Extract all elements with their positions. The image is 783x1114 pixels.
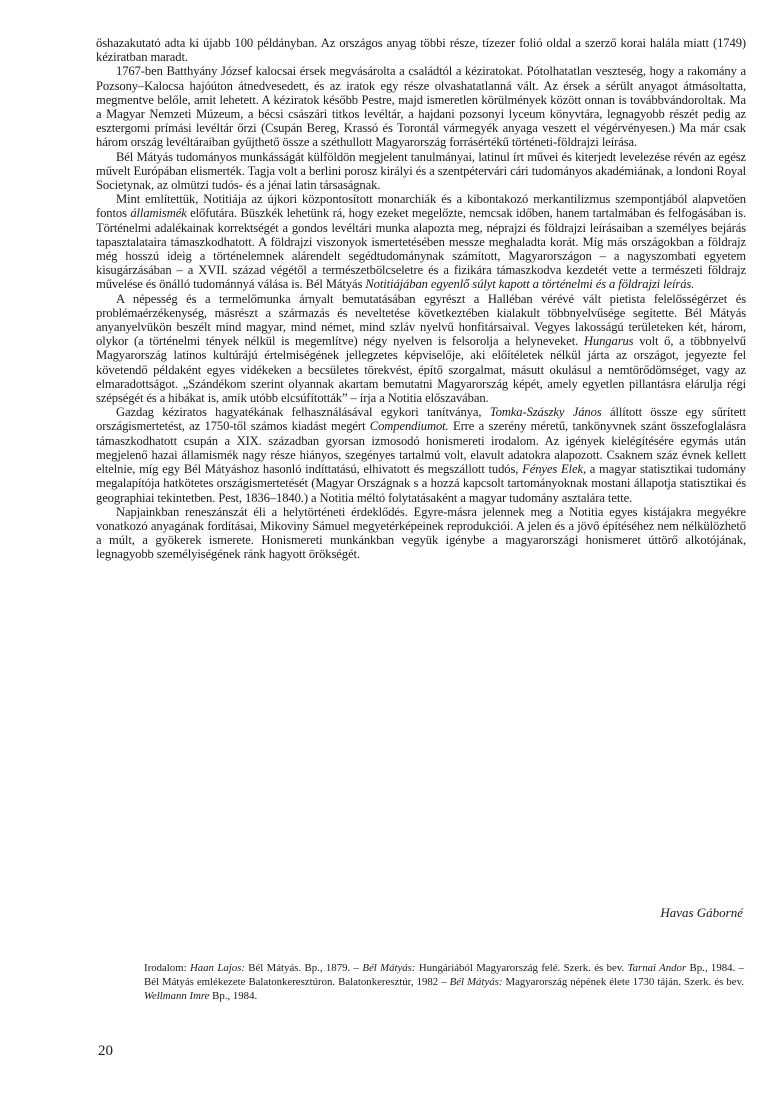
paragraph: Napjainkban reneszánszát éli a helytörténeti érdeklődés. Egyre-másra jelennek meg a Notitia egyes kistájakra megyékre vonatkozó anyagának fordításai, Mikoviny Sámuel megyetérképeinek reprodukciói. A jelen és a jövő építéséhez nem nélkülözhető a múlt, a gyökerek ismerete. Honismereti munkánkban vegyük igénybe a magyarországi honismeret úttörő alkotójának, legnagyobb személyiségének ránk hagyott örökségét.	[96, 504, 746, 562]
italic-text: államismék	[130, 206, 187, 221]
paragraph: Gazdag kéziratos hagyatékának felhasználásával egykori tanítványa, Tomka-Szászky János állított össze egy sűrített országismertetést, az 1750-től számos kiadást megért Compendiumot. Erre a szerény méretű, tankönyvnek szánt összefoglalásra támaszkodhatott csupán a XIX. században gyorsan izmosodó honismereti irodalom. Az igények kielégítésére egymás után megjelenő hazai államismék nagy része hiányos, szegényes tartalmú volt, elavult adatokra alapozott. Csaknem száz évnek kellett eltelnie, míg egy Bél Mátyáshoz hasonló indíttatású, elhivatott és megszállott tudós, Fényes Elek, a magyar statisztikai tudomány megalapítója hatkötetes országismertetését (Magyar Országnak s a hozzá kapcsolt tartományoknak mostani állapotja statisztikai és geographiai tekintetben. Pest, 1836–1840.) a Notitia méltó folytatásaként a magyar tudomány asztalára tette.	[96, 405, 747, 505]
italic-text: Wellmann Imre	[144, 990, 210, 1002]
paragraph: A népesség és a termelőmunka árnyalt bemutatásában egyrészt a Halléban vérévé vált pietista felelősségérzet és problémaérzékenység, másrészt a származás és neveltetése következtében kialakult többnyelvűsége segítette. Bél Mátyás anyanyelvükön beszélt mind magyar, mind német, mind szláv nyelvű honfitársaival. Vegyes lakosságú területeken két, három, olykor (a történelmi tények nélkül is megemlítve) négy nyelven is felsorolja a helyneveket. Hungarus volt ő, a többnyelvű Magyarország latinos kultúrájú értelmiségének jellegzetes képviselője, aki előítéletek nélkül járta az országot, jegyezte fel követendő példaként egyes vidékeken a becsületes törekvést, építő szorgalmat, másutt okulásul a nemtörődömséget, vagy az elmaradottságot. „Szándékom szerint olyannak akartam bemutatni Magyarország képét, amely egyetlen pillantásra elárulja régi szépségét és a hibákat is, amik utóbb elcsúfították” – írja a Notitia előszavában.	[96, 291, 746, 406]
paragraph: Mint említettük, Notitiája az újkori központosított monarchiák és a kibontakozó merkantilizmus szempontjából alapvetően fontos államismék előfutára. Büszkék lehetünk rá, hogy ezeket megelőzte, nemcsak időben, hanem tartalmában és felfogásában is. Történelmi adalékainak korrektségét a gondos levéltári munka alapozta meg, néprajzi és földrajzi leírásaiban a személyes bejárás tapasztalataira támaszkodhatott. A földrajzi viszonyok ismertetésében messze meghaladta korát. Míg más országokban a földrajz még hosszú ideig a történelemnek alárendelt segédtudománynak számított, Magyarországon – a nagyszombati egyetem kisugárzásában – a XVII. század végétől a természetbölcseletre és a fizikára támaszkodva kezdetét vette a természeti földrajz művelése és önálló tudománnyá válása is. Bél Mátyás Notitiájában egyenlő súlyt kapott a történelmi és a földrajzi leírás.	[96, 192, 746, 292]
italic-text: Fényes Elek	[522, 462, 583, 477]
italic-text: Hungarus	[583, 334, 634, 349]
body-text	[96, 36, 746, 562]
italic-text: Tomka-Szászky János	[489, 405, 602, 420]
italic-text: Bél Mátyás:	[449, 976, 503, 988]
italic-text: Notitiájában egyenlő súlyt kapott a történelmi és a földrajzi leírás.	[365, 277, 695, 292]
author-signature: Havas Gáborné	[660, 905, 743, 920]
italic-text: Tarnai Andor	[627, 962, 687, 974]
paragraph: őshazakutató adta ki újabb 100 példányban. Az országos anyag többi része, tízezer folió oldal a szerző korai halála miatt (1749) kéziratban maradt.	[96, 36, 746, 65]
paragraph: 1767-ben Batthyány József kalocsai érsek megvásárolta a családtól a kéziratokat. Pótolhatatlan veszteség, hogy a rakomány a Pozsony–Kalocsa hajóúton átnedvesedett, és az iratok egy része olvashatatlanná vált. Az érsek a sérült anyagot átmásoltatta, megmentve belőle, amit lehetett. A kéziratok később Pestre, majd ismeretlen körülmények között onnan is továbbvándoroltak. Ma a Magyar Nemzeti Múzeum, a bécsi császári titkos levéltár, a hajdani pozsonyi lyceum könyvtára, legnagyobb részét pedig az esztergomi prímási levéltár őrzi (Csupán Bereg, Krassó és Torontál vármegyék anyaga veszett el végérvényesen.) Ma már csak három ország levéltáraiban gyűjthető össze a széthullott Magyarország forrásértékű történeti-földrajzi leírása.	[96, 64, 746, 150]
page-number: 20	[98, 1043, 113, 1059]
italic-text: Bél Mátyás:	[362, 962, 416, 974]
references: Irodalom: Haan Lajos: Bél Mátyás. Bp., 1879. – Bél Mátyás: Hungáriából Magyarország felé. Szerk. és bev. Tarnai Andor Bp., 1984. – Bél Mátyás emlékezete Balatonkeresztúron. Balatonkeresztúr, 1982 – Bél Mátyás: Magyarország népének élete 1730 táján. Szerk. és bev. Wellmann Imre Bp., 1984.	[144, 962, 744, 1002]
italic-text: Compendiumot.	[369, 419, 449, 434]
paragraph: Bél Mátyás tudományos munkásságát külföldön megjelent tanulmányai, latinul írt művei és kiterjedt levelezése révén az egész művelt Európában elismerték. Tagja volt a berlini porosz királyi és a szentpétervári cári tudományos akadémiának, a londoni Royal Societynak, az olmützi tudós- és a jénai latin társaságnak.	[96, 149, 746, 193]
italic-text: Haan Lajos:	[189, 962, 245, 974]
